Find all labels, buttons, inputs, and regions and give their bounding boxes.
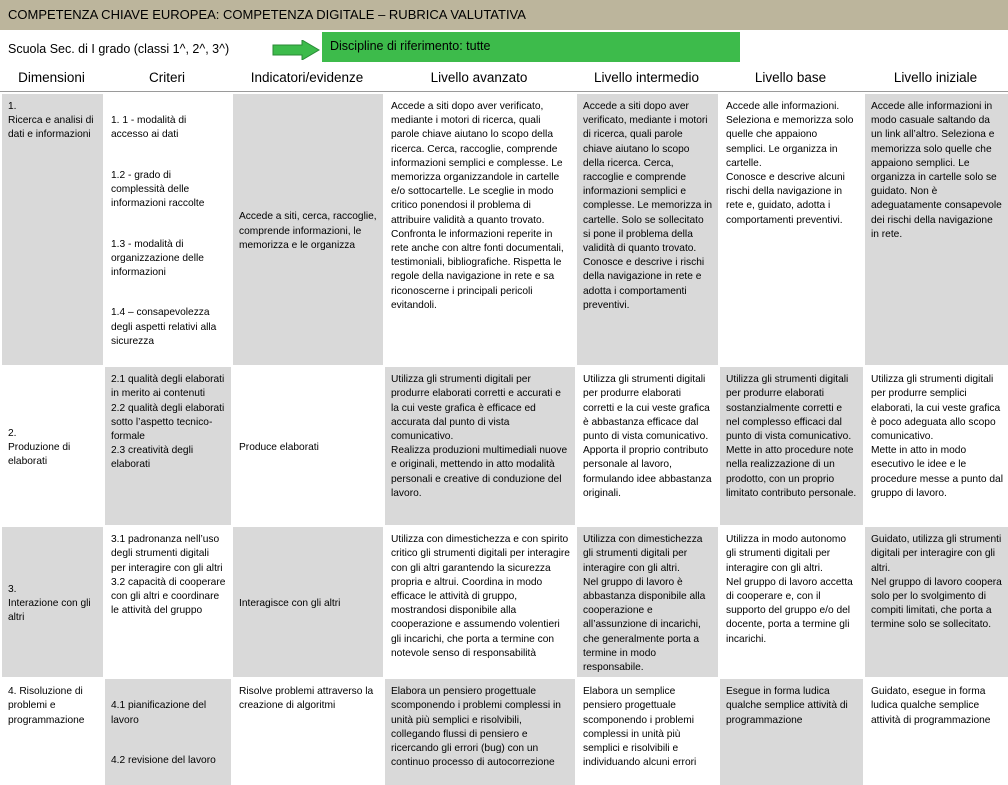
initial-cell: Guidato, utilizza gli strumenti digitali per interagire con gli altri. Nel gruppo di lavoro coopera solo per lo svolgimento di compiti limitati, che porta a termine solo se sollecitato.	[863, 525, 1008, 677]
advanced-cell: Utilizza gli strumenti digitali per produrre elaborati corretti e accurati e la cui veste grafica è efficace ed accurata dal punto di vista comunicativo. Realizza produzioni multimediali nuove e originali, mettendo in atto modalità personali e creative di conduzione del lavoro.	[383, 365, 575, 525]
advanced-cell: Elabora un pensiero progettuale scomponendo i problemi complessi in unità più semplici e risolvibili, collegando flussi di pensiero e ricercando gli errori (bug) con un continuo processo di autocorrezione	[383, 677, 575, 784]
dimension-cell: 3. Interazione con gli altri	[0, 525, 103, 677]
school-level-label: Scuola Sec. di I grado (classi 1^, 2^, 3^)	[8, 42, 230, 56]
col-header-criteria: Criteri	[103, 63, 231, 92]
col-header-base: Livello base	[718, 63, 863, 92]
base-cell: Accede alle informazioni. Seleziona e memorizza solo quelle che appaiono semplici. Le organizza in cartelle. Conosce e descrive alcuni rischi della navigazione in rete e, guidato, adotta i comportamenti preventivi.	[718, 92, 863, 365]
criterion: 1.3 - modalità di organizzazione delle informazioni	[111, 238, 204, 279]
criterion: 1.2 - grado di complessità delle informazioni raccolte	[111, 169, 205, 210]
criteria-cell: 2.1 qualità degli elaborati in merito ai contenuti 2.2 qualità degli elaborati sotto l’aspetto tecnico-formale 2.3 creatività degli elaborati	[103, 365, 231, 525]
discipline-banner: Discipline di riferimento: tutte	[322, 32, 740, 62]
intermediate-cell: Accede a siti dopo aver verificato, mediante i motori di ricerca, quali parole chiave aiutano lo scopo della ricerca. Cerca, raccoglie e comprende informazioni semplici e complesse. Le memorizza in cartelle. Solo se sollecitato si pone il problema della validità di quanto trovato. Conosce e descrive i rischi della navigazione in rete e adotta i comportamenti preventivi.	[575, 92, 718, 365]
col-header-indicators: Indicatori/evidenze	[231, 63, 383, 92]
dimension-cell: 1. Ricerca e analisi di dati e informazioni	[0, 92, 103, 365]
criterion: 4.2 revisione del lavoro	[111, 755, 216, 767]
intermediate-cell: Utilizza gli strumenti digitali per produrre elaborati corretti e la cui veste grafica è abbastanza efficace dal punto di vista comunicativo. Apporta il proprio contributo personale al lavoro, formulando idee abbastanza originali.	[575, 365, 718, 525]
criterion: 1.4 – consapevolezza degli aspetti relativi alla sicurezza	[111, 307, 217, 347]
page-title: COMPETENZA CHIAVE EUROPEA: COMPETENZA DIGITALE – RUBRICA VALUTATIVA	[0, 0, 1008, 30]
table-row	[0, 525, 1008, 677]
indicator-cell: Interagisce con gli altri	[231, 525, 383, 677]
table-row	[0, 92, 1008, 365]
dimension-cell: 2. Produzione di elaborati	[0, 365, 103, 525]
initial-cell: Utilizza gli strumenti digitali per produrre semplici elaborati, la cui veste grafica è poco adeguata allo scopo comunicativo. Mette in atto in modo esecutivo le idee e le procedure messe a punto dal gruppo di lavoro.	[863, 365, 1008, 525]
indicator-cell: Risolve problemi attraverso la creazione di algoritmi	[231, 677, 383, 784]
col-header-intermediate: Livello intermedio	[575, 63, 718, 92]
criterion: 1. 1 - modalità di accesso ai dati	[111, 115, 187, 141]
criteria-cell: 3.1 padronanza nell’uso degli strumenti digitali per interagire con gli altri 3.2 capacità di cooperare con gli altri e coordinare le attività del gruppo	[103, 525, 231, 677]
indicator-cell: Accede a siti, cerca, raccoglie, comprende informazioni, le memorizza e le organizza	[231, 92, 383, 365]
indicator-cell: Produce elaborati	[231, 365, 383, 525]
col-header-dimensions: Dimensioni	[0, 63, 103, 92]
table-row	[0, 365, 1008, 525]
header-row	[0, 63, 1008, 92]
criterion: 4.1 pianificazione del lavoro	[111, 700, 207, 726]
initial-cell: Guidato, esegue in forma ludica qualche semplice attività di programmazione	[863, 677, 1008, 784]
base-cell: Utilizza in modo autonomo gli strumenti digitali per interagire con gli altri. Nel gruppo di lavoro accetta di cooperare e, con il supporto del gruppo e/o del docente, porta a termine gli incarichi.	[718, 525, 863, 677]
criteria-cell	[103, 677, 231, 784]
advanced-cell: Utilizza con dimestichezza e con spirito critico gli strumenti digitali per interagire con gli altri garantendo la sicurezza propria e altrui. Coordina in modo efficace le attività di gruppo, mostrandosi disponibile alla cooperazione e assumendo volentieri gli incarichi, che porta a termine con notevole senso di responsabilità	[383, 525, 575, 677]
base-cell: Utilizza gli strumenti digitali per produrre elaborati sostanzialmente corretti e nel complesso efficaci dal punto di vista comunicativo. Mette in atto procedure note nella realizzazione di un prodotto, con un proprio limitato contributo personale.	[718, 365, 863, 525]
table-row	[0, 677, 1008, 784]
arrow-right-icon	[272, 40, 320, 60]
col-header-initial: Livello iniziale	[863, 63, 1008, 92]
col-header-advanced: Livello avanzato	[383, 63, 575, 92]
intermediate-cell: Utilizza con dimestichezza gli strumenti digitali per interagire con gli altri. Nel gruppo di lavoro è abbastanza disponibile alla cooperazione e all’assunzione di incarichi, che generalmente porta a termine in modo responsabile.	[575, 525, 718, 677]
rubric-table	[0, 63, 1008, 785]
base-cell: Esegue in forma ludica qualche semplice attività di programmazione	[718, 677, 863, 784]
advanced-cell: Accede a siti dopo aver verificato, mediante i motori di ricerca, quali parole chiave aiutano lo scopo della ricerca. Cerca, raccoglie, comprende informazioni semplici e complesse. Le memorizza organizzandole in cartelle e/o sottocartelle. Le sceglie in modo critico ponendosi il problema di attribuire validità a quanto trovato. Confronta le informazioni reperite in rete anche con altre fonti documentali, testimoniali, bibliografiche. Rispetta le regole della navigazione in rete e sa riconoscerne i principali pericoli evitandoli.	[383, 92, 575, 365]
initial-cell: Accede alle informazioni in modo casuale saltando da un link all’altro. Seleziona e memorizza solo quelle che appaiono semplici. Le organizza in cartelle solo se guidato. Non è adeguatamente consapevole dei rischi della navigazione in rete.	[863, 92, 1008, 365]
intermediate-cell: Elabora un semplice pensiero progettuale scomponendo i problemi complessi in unità più semplici e risolvibili e individuando alcuni errori	[575, 677, 718, 784]
criteria-cell	[103, 92, 231, 365]
dimension-cell: 4. Risoluzione di problemi e programmazione	[0, 677, 103, 784]
